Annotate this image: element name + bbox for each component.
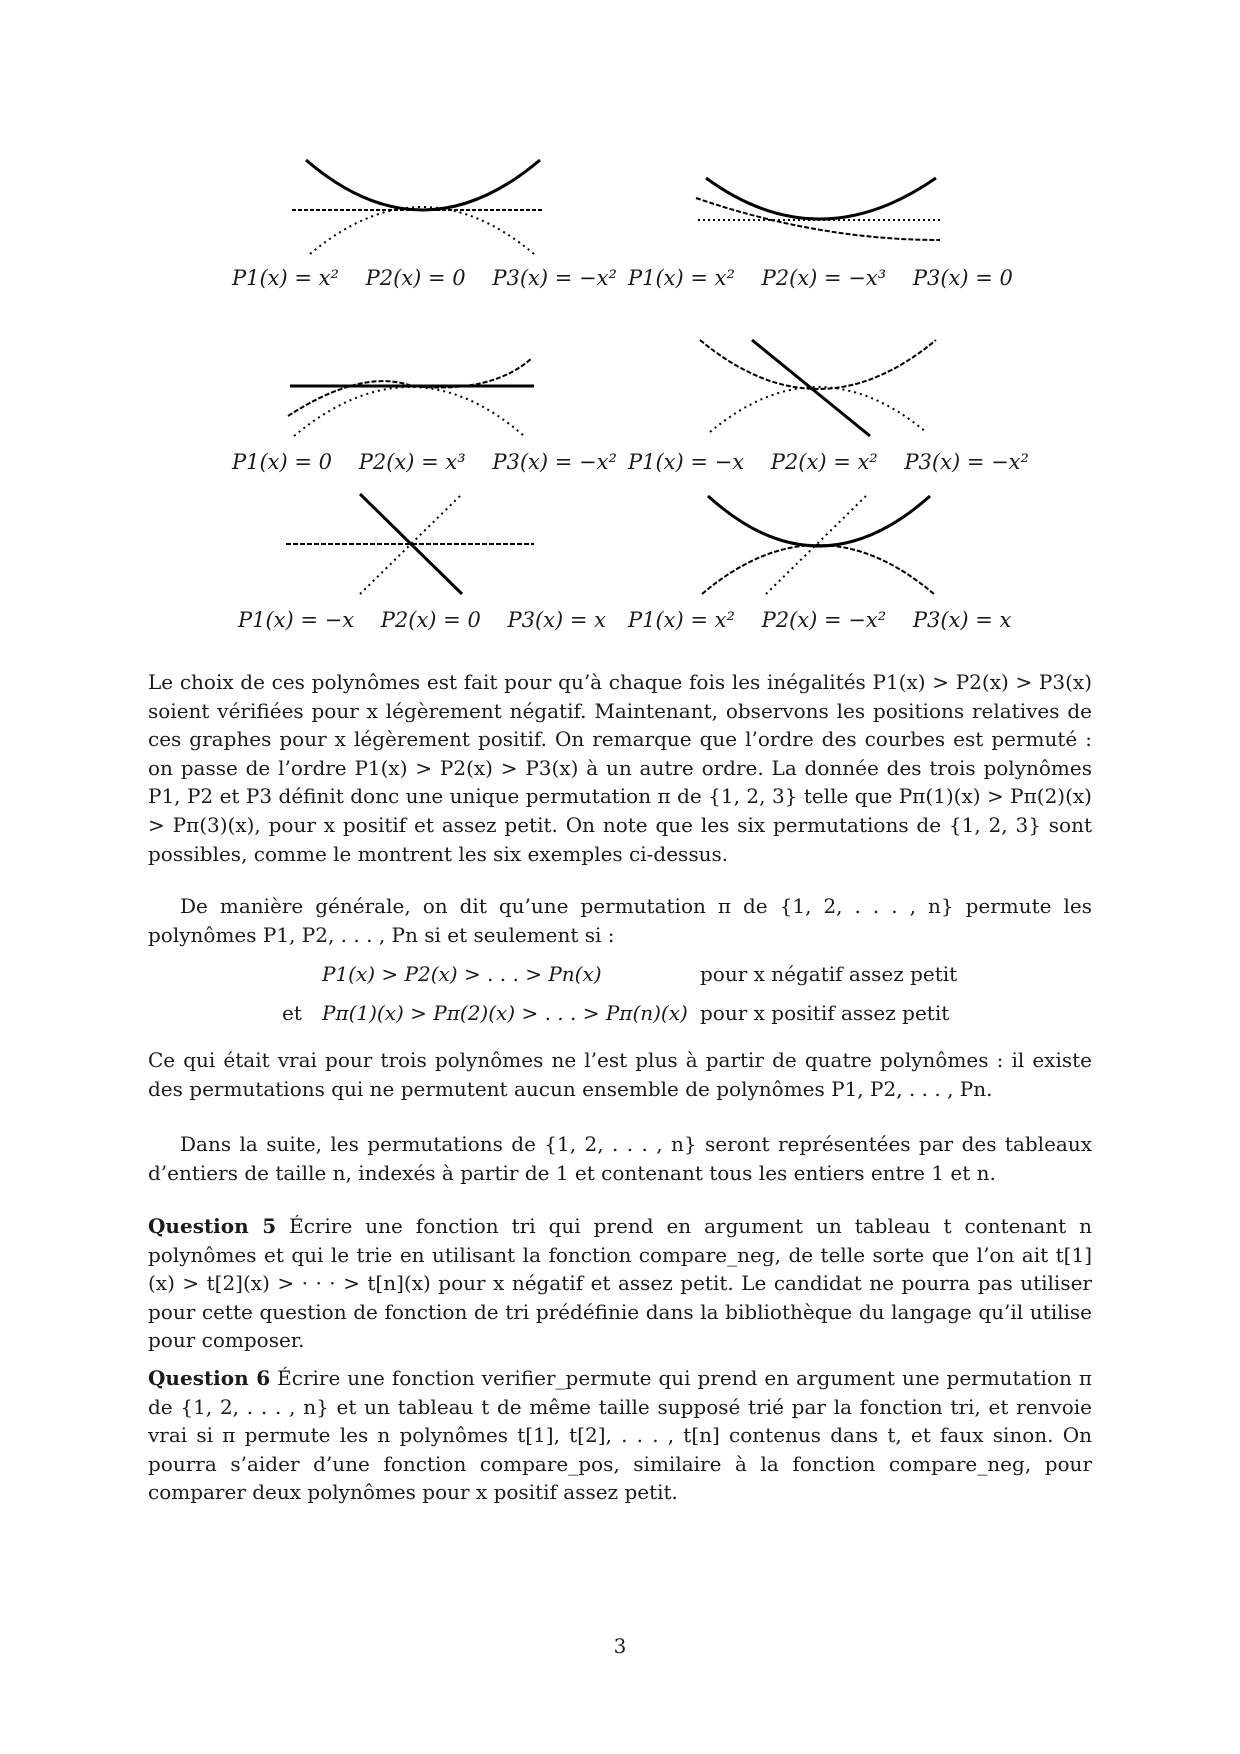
figure-1-caption [222,266,622,290]
equation-rhs: pour x positif assez petit [700,1001,950,1025]
caption-term: P1(x) = −x [628,450,745,474]
figure-6-graph [618,486,1018,626]
figure-3-caption [222,450,622,474]
figure-5-caption [222,608,622,632]
question-6 [148,1364,1092,1507]
figure-5 [222,486,622,632]
caption-term: P2(x) = x² [770,450,878,474]
equation-lhs: P1(x) > P2(x) > . . . > Pn(x) [322,962,602,986]
caption-term: P1(x) = x² [232,266,339,290]
caption-term: P3(x) = −x² [492,450,617,474]
question-5-text: Écrire une fonction tri qui prend en argument un tableau t contenant n polynômes et qui le trie en utilisant la fonction compare_neg, de telle sorte que l’on ait t[1](x) > t[2](x) > · · · > t[n](x) pour x négatif et assez petit. Le candidat ne pourra pas utiliser pour cette question de fonction de tri prédéfinie dans la bibliothèque du langage qu’il utilise pour composer. [148,1214,1093,1353]
figure-4-caption [618,450,1029,474]
figure-2 [618,150,1018,290]
question-6-text: Écrire une fonction verifier_permute qui prend en argument une permutation π de {1, 2, . . . , n} et un tableau t de même taille supposé trié par la fonction tri, et renvoie vrai si π permute les n polynômes t[1], t[2], . . . , t[n] contenus dans t, et faux sinon. On pourra s’aider d’une fonction compare_pos, similaire à la fonction compare_neg, pour comparer deux polynômes pour x positif assez petit. [148,1366,1093,1505]
curve-p3 [766,494,868,594]
figure-5-graph [222,486,622,626]
figure-2-caption [618,266,1018,290]
figure-4-graph [618,328,1018,468]
caption-term: P3(x) = 0 [912,266,1013,290]
equation-lhs: Pπ(1)(x) > Pπ(2)(x) > . . . > Pπ(n)(x) [322,1001,688,1025]
curve-p2 [702,545,934,594]
caption-term: P3(x) = x [507,608,607,632]
figure-6 [618,486,1018,632]
caption-term: P1(x) = −x [237,608,355,632]
caption-term: P3(x) = −x² [904,450,1029,474]
caption-term: P2(x) = 0 [380,608,481,632]
paragraph-four-polynomials: Ce qui était vrai pour trois polynômes ne l’est plus à partir de quatre polynômes : il existe des permutations qui ne permutent aucun ensemble de polynômes P1, P2, . . . , Pn. [148,1048,1092,1101]
figure-4 [618,328,1029,474]
figure-3 [222,328,622,474]
page-number: 3 [613,1634,627,1658]
equation-rhs: pour x négatif assez petit [700,962,958,986]
figure-1 [222,150,622,290]
caption-term: P1(x) = x² [628,608,735,632]
equation-prefix: et [282,1001,302,1025]
caption-term: P1(x) = 0 [232,450,333,474]
caption-term: P1(x) = x² [628,266,735,290]
question-5 [148,1212,1092,1355]
question-6-label: Question 6 [148,1366,271,1390]
caption-term: P3(x) = x [912,608,1012,632]
curve-p1 [708,496,930,546]
curve-p2 [700,340,936,389]
caption-term: P3(x) = −x² [492,266,617,290]
paragraph-permutation-definition: De manière générale, on dit qu’une permutation π de {1, 2, . . . , n} permute les polynômes P1, P2, . . . , Pn si et seulement si : [148,894,1092,947]
paragraph-representation: Dans la suite, les permutations de {1, 2, . . . , n} seront représentées par des tableaux d’entiers de taille n, indexés à partir de 1 et contenant tous les entiers entre 1 et n. [148,1132,1092,1185]
paragraph-permutation-intro: Le choix de ces polynômes est fait pour qu’à chaque fois les inégalités P1(x) > P2(x) > P3(x) soient vérifiées pour x légèrement négatif. Maintenant, observons les positions relatives de ces graphes pour x légèrement positif. On remarque que l’ordre des courbes est permuté : on passe de l’ordre P1(x) > P2(x) > P3(x) à un autre ordre. La donnée des trois polynômes P1, P2 et P3 définit donc une unique permutation π de {1, 2, 3} telle que Pπ(1)(x) > Pπ(2)(x) > Pπ(3)(x), pour x positif et assez petit. On note que les six permutations de {1, 2, 3} sont possibles, comme le montrent les six exemples ci-dessus. [148,670,1092,866]
curve-p1 [306,160,540,210]
question-5-label: Question 5 [148,1214,277,1238]
caption-term: P2(x) = 0 [365,266,466,290]
caption-term: P2(x) = −x³ [761,266,887,290]
curve-p3 [310,207,534,254]
figure-6-caption [618,608,1018,632]
figure-3-graph [222,328,622,468]
caption-term: P2(x) = x³ [358,450,466,474]
caption-term: P2(x) = −x² [761,608,887,632]
